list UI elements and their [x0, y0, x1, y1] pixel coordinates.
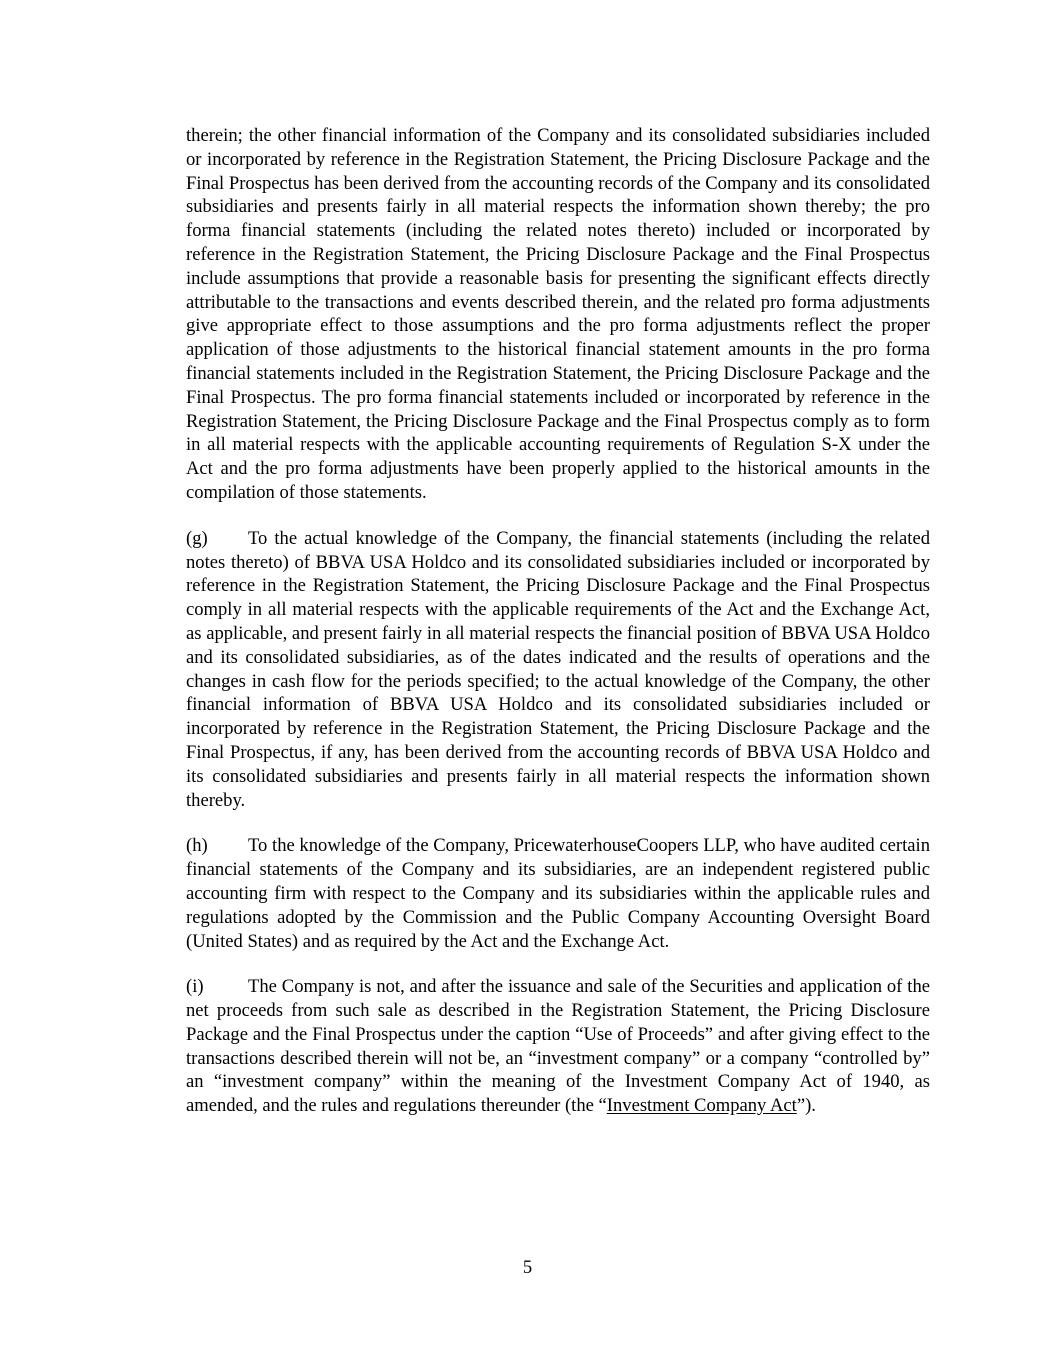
paragraph-g-text: To the actual knowledge of the Company, the financial statements (including the related notes thereto) of BBVA USA Holdco and its consolidated subsidiaries included or incorporated by reference in the Registration Statement, the Pricing Disclosure Package and the Final Prospectus comply in all material respects with the applicable requirements of the Act and the Exchange Act, as applicable, and present fairly in all material respects the financial position of BBVA USA Holdco and its consolidated subsidiaries, as of the dates indicated and the results of operations and the changes in cash flow for the periods specified; to the actual knowledge of the Company, the other financial information of BBVA USA Holdco and its consolidated subsidiaries included or incorporated by reference in the Registration Statement, the Pricing Disclosure Package and the Final Prospectus, if any, has been derived from the accounting records of BBVA USA Holdco and its consolidated subsidiaries and presents fairly in all material respects the information shown thereby. — [186, 527, 930, 811]
paragraph-g-label: (g) — [186, 527, 208, 549]
paragraph-i-label: (i) — [186, 976, 204, 998]
paragraph-g — [186, 527, 930, 813]
defined-term-investment-company-act: Investment Company Act — [606, 1095, 797, 1117]
paragraph-i — [186, 975, 930, 1118]
paragraph-i-text-before: The Company is not, and after the issuance and sale of the Securities and application of the net proceeds from such sale as described in the Registration Statement, the Pricing Disclosure Package and the Final Prospectus under the caption “Use of Proceeds” and after giving effect to the transactions described therein will not be, an “investment company” or a company “controlled by” an “investment company” within the meaning of the Investment Company Act of 1940, as amended, and the rules and regulations thereunder (the “ — [186, 976, 930, 1117]
paragraph-f-continued: therein; the other financial information of the Company and its consolidated subsidiaries included or incorporated by reference in the Registration Statement, the Pricing Disclosure Package and the Final Prospectus has been derived from the accounting records of the Company and its consolidated subsidiaries and presents fairly in all material respects the information shown thereby; the pro forma financial statements (including the related notes thereto) included or incorporated by reference in the Registration Statement, the Pricing Disclosure Package and the Final Prospectus include assumptions that provide a reasonable basis for presenting the significant effects directly attributable to the transactions and events described therein, and the related pro forma adjustments give appropriate effect to those assumptions and the pro forma adjustments reflect the proper application of those adjustments to the historical financial statement amounts in the pro forma financial statements included in the Registration Statement, the Pricing Disclosure Package and the Final Prospectus. The pro forma financial statements included or incorporated by reference in the Registration Statement, the Pricing Disclosure Package and the Final Prospectus comply as to form in all material respects with the applicable accounting requirements of Regulation S-X under the Act and the pro forma adjustments have been properly applied to the historical amounts in the compilation of those statements. — [186, 125, 930, 503]
paragraph-h — [186, 834, 930, 953]
paragraph-i-text-after: ”). — [796, 1095, 816, 1117]
document-body — [186, 124, 930, 1118]
paragraph-h-label: (h) — [186, 835, 208, 857]
paragraph-h-text: To the knowledge of the Company, PricewaterhouseCoopers LLP, who have audited certain financial statements of the Company and its subsidiaries, are an independent registered public accounting firm with respect to the Company and its subsidiaries within the applicable rules and regulations adopted by the Commission and the Public Company Accounting Oversight Board (United States) and as required by the Act and the Exchange Act. — [186, 835, 930, 952]
page-number: 5 — [522, 1257, 533, 1278]
